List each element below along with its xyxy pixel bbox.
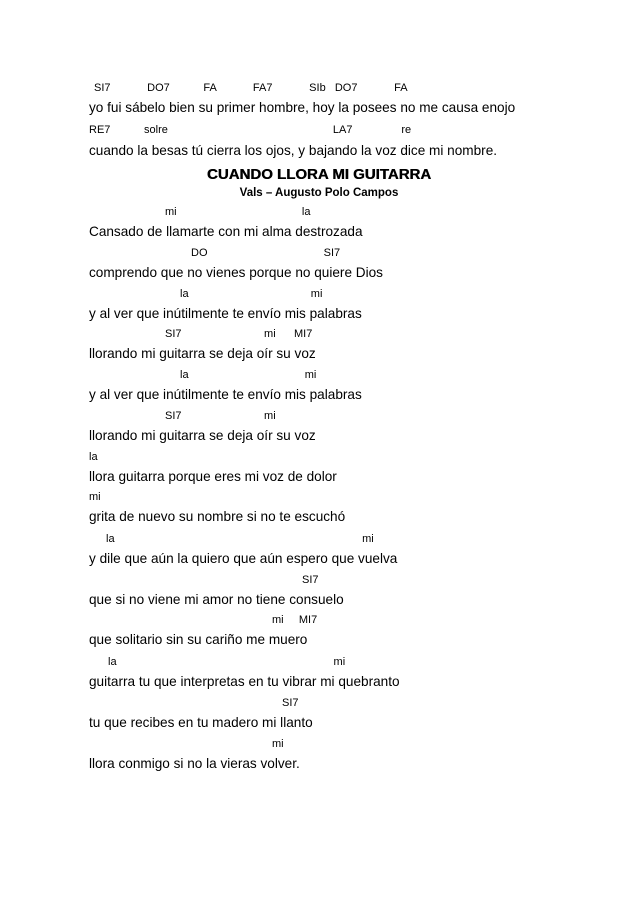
lyric-line: tu que recibes en tu madero mi llanto (89, 715, 313, 730)
lyric-line: y al ver que inútilmente te envío mis palabras (89, 306, 362, 321)
chord-line: mi (89, 491, 101, 503)
chord-line: mi MI7 (272, 614, 318, 626)
chord-line: SI7 (302, 574, 319, 586)
song-title: CUANDO LLORA MI GUITARRA (206, 166, 432, 183)
lyric-line: guitarra tu que interpretas en tu vibrar mi quebranto (89, 674, 400, 689)
lyric-line: llorando mi guitarra se deja oír su voz (89, 428, 316, 443)
lyric-line: comprendo que no vienes porque no quiere Dios (89, 265, 383, 280)
chord-line: SI7 mi (165, 410, 276, 422)
chord-line: SI7 (282, 697, 299, 709)
chord-line: mi la (165, 206, 311, 218)
song-subtitle: Vals – Augusto Polo Campos (239, 187, 399, 199)
lyric-line: llora guitarra porque eres mi voz de dolor (89, 469, 337, 484)
lyric-line: llora conmigo si no la vieras volver. (89, 756, 300, 771)
lyric-line: que si no viene mi amor no tiene consuelo (89, 592, 344, 607)
lyric-line: Cansado de llamarte con mi alma destrozada (89, 224, 363, 239)
lyric-line: yo fui sábelo bien su primer hombre, hoy la posees no me causa enojo (89, 100, 516, 115)
chord-line: RE7 solre LA7 re (89, 124, 412, 136)
chord-line: mi (272, 738, 284, 750)
chord-line: la mi (180, 369, 317, 381)
lyric-line: y al ver que inútilmente te envío mis palabras (89, 387, 362, 402)
lyric-line: cuando la besas tú cierra los ojos, y bajando la voz dice mi nombre. (89, 143, 498, 158)
lyric-line: y dile que aún la quiero que aún espero que vuelva (89, 551, 398, 566)
chord-line: DO SI7 (191, 247, 341, 259)
chord-line: la mi (108, 656, 346, 668)
chord-line: la mi (106, 533, 374, 545)
lyric-line: llorando mi guitarra se deja oír su voz (89, 346, 316, 361)
lyric-line: que solitario sin su cariño me muero (89, 632, 308, 647)
lyric-line: grita de nuevo su nombre si no te escuchó (89, 509, 346, 524)
chord-line: la (89, 451, 98, 463)
chord-line: la mi (180, 288, 323, 300)
chord-line: SI7 DO7 FA FA7 SIb DO7 FA (94, 82, 408, 94)
chord-line: SI7 mi MI7 (165, 328, 313, 340)
